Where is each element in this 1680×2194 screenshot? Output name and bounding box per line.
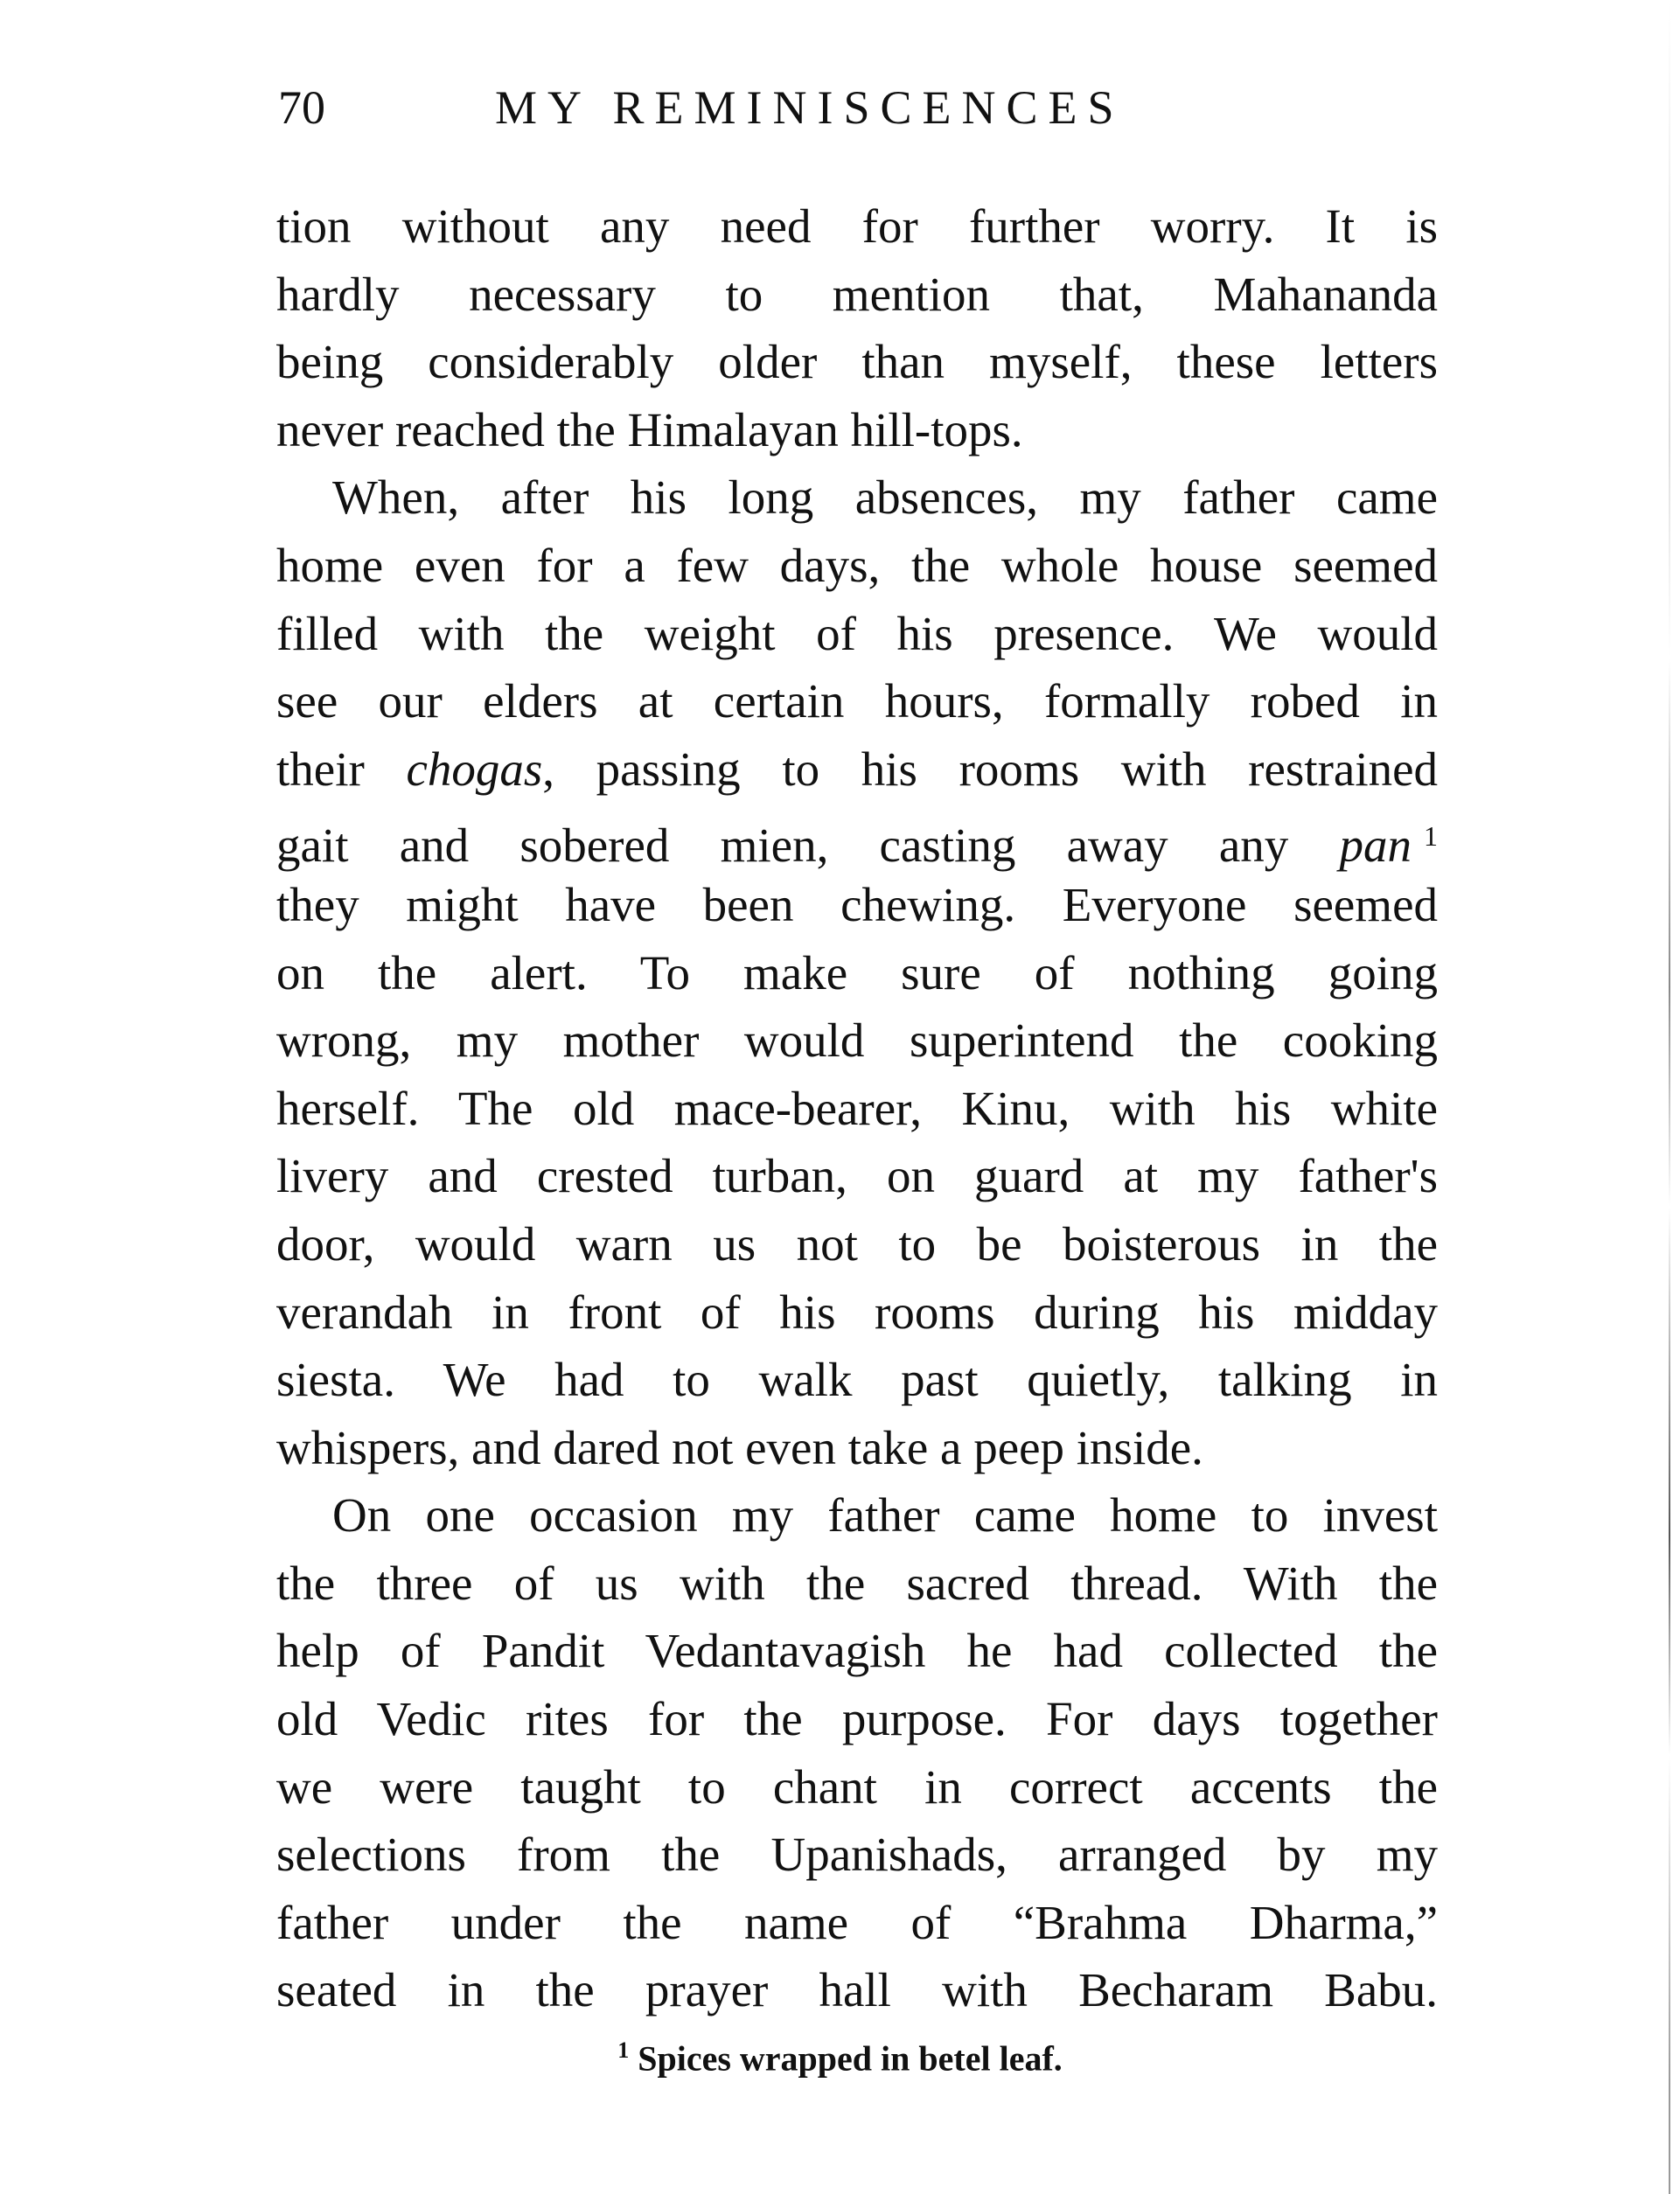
text-line — [276, 871, 1438, 939]
page-header — [278, 80, 1441, 142]
line-text: help of Pandit Vedantavagish he had collected the — [276, 1624, 1438, 1678]
line-text: hardly necessary to mention that, Mahananda — [276, 267, 1438, 321]
text-line — [276, 1550, 1438, 1618]
line-text: home even for a few days, the whole house seemed — [276, 538, 1438, 592]
line-text: door, would warn us not to be boisterous in the — [276, 1216, 1438, 1271]
footnote-reference: 1 — [1424, 820, 1438, 853]
text-line — [276, 1821, 1438, 1889]
line-text: we were taught to chant in correct accents the — [276, 1759, 1438, 1814]
line-text: filled with the weight of his presence. We would — [276, 606, 1438, 660]
text-line — [276, 735, 1438, 804]
text-line — [276, 1278, 1438, 1347]
line-text: siesta. We had to walk past quietly, talking in — [276, 1353, 1438, 1407]
line-text: being considerably older than myself, these letters — [276, 335, 1438, 389]
text-line — [276, 1075, 1438, 1143]
text-line — [276, 1346, 1438, 1414]
line-text: never reached the Himalayan hill-tops. — [276, 402, 1023, 456]
text-line — [276, 328, 1438, 396]
line-text: their — [276, 742, 407, 796]
text-line — [276, 600, 1438, 668]
text-line — [276, 1142, 1438, 1210]
line-text: father under the name of “Brahma Dharma,” — [276, 1895, 1438, 1949]
line-text: livery and crested turban, on guard at my father's — [276, 1149, 1438, 1203]
italic-term: chogas — [406, 742, 543, 796]
scan-edge — [1669, 0, 1670, 2194]
line-text: they might have been chewing. Everyone seemed — [276, 877, 1438, 931]
text-line — [276, 1889, 1438, 1957]
line-text: the three of us with the sacred thread. With the — [276, 1556, 1438, 1610]
line-text: verandah in front of his rooms during his midday — [276, 1285, 1438, 1339]
body-text — [276, 192, 1438, 2024]
text-line — [276, 532, 1438, 600]
line-text: whispers, and dared not even take a peep inside. — [276, 1420, 1203, 1474]
text-line — [276, 1753, 1438, 1821]
text-line — [276, 667, 1438, 735]
text-line — [276, 1685, 1438, 1753]
text-line — [276, 1956, 1438, 2024]
line-text: herself. The old mace-bearer, Kinu, with his white — [276, 1081, 1438, 1135]
line-text: selections from the Upanishads, arranged by my — [276, 1828, 1438, 1882]
text-line — [276, 1481, 1438, 1550]
text-line — [276, 1414, 1438, 1482]
text-line — [276, 1006, 1438, 1075]
text-line — [276, 463, 1438, 532]
line-text: On one occasion my father came home to invest — [332, 1488, 1438, 1543]
line-text: old Vedic rites for the purpose. For days together — [276, 1692, 1438, 1746]
text-line — [276, 396, 1438, 464]
text-line — [276, 939, 1438, 1007]
line-text: , passing to his rooms with restrained — [542, 742, 1439, 796]
italic-term: pan — [1339, 818, 1412, 873]
line-text: seated in the prayer hall with Becharam Babu. — [276, 1963, 1438, 2017]
line-text: gait and sobered mien, casting away any — [276, 818, 1340, 873]
line-text: wrong, my mother would superintend the cooking — [276, 1013, 1438, 1068]
footnote-text: Spices wrapped in betel leaf. — [638, 2038, 1063, 2079]
line-text: When, after his long absences, my father came — [332, 470, 1438, 525]
page-number: 70 — [278, 81, 325, 134]
line-text: tion without any need for further worry. It is — [276, 199, 1438, 253]
line-text: on the alert. To make sure of nothing going — [276, 945, 1438, 999]
footnote-marker: 1 — [617, 2037, 630, 2063]
text-line — [276, 1210, 1438, 1278]
text-line — [276, 192, 1438, 261]
text-line — [276, 1617, 1438, 1685]
footnote — [0, 2037, 1680, 2079]
running-title: MY REMINISCENCES — [495, 81, 1125, 134]
line-text: see our elders at certain hours, formally robed in — [276, 674, 1438, 728]
text-line — [276, 803, 1438, 871]
text-line — [276, 261, 1438, 329]
